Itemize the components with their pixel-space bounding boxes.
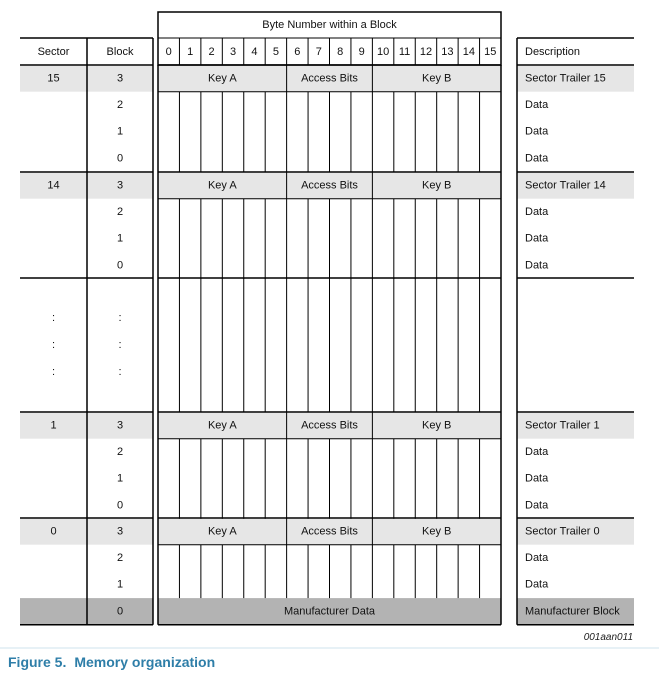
byte-number-label: 13	[441, 45, 454, 58]
byte-number-label: 1	[187, 45, 194, 58]
key-a-label: Key A	[207, 72, 237, 85]
block-number: 1	[116, 125, 124, 138]
sector-number: 14	[47, 179, 60, 192]
description-column-header: Description	[525, 45, 581, 58]
byte-number-label: 12	[419, 45, 433, 58]
block-description: Manufacturer Block	[525, 605, 620, 618]
byte-number-label: 8	[337, 45, 344, 58]
byte-number-label: 10	[376, 45, 390, 58]
access-bits-label: Access Bits	[301, 179, 358, 192]
block-description: Data	[525, 472, 549, 485]
key-b-label: Key B	[422, 179, 452, 192]
block-description: Data	[525, 125, 549, 138]
figure-number: Figure 5.	[8, 654, 67, 670]
block-number: 3	[116, 72, 124, 85]
block-number: 0	[116, 259, 124, 272]
block-description: Data	[525, 152, 549, 165]
block-description: Sector Trailer 14	[525, 179, 606, 192]
block-ellipsis: :	[118, 338, 122, 351]
block-description: Sector Trailer 1	[525, 419, 600, 432]
block-number: 2	[116, 205, 124, 218]
block-column-header: Block	[106, 45, 134, 58]
block-description: Data	[525, 232, 549, 245]
byte-number-label: 3	[229, 45, 237, 58]
byte-number-label: 0	[165, 45, 172, 58]
block-description: Data	[525, 98, 549, 111]
sector-ellipsis: :	[51, 338, 56, 351]
block-description: Data	[525, 551, 549, 564]
block-description: Data	[525, 205, 549, 218]
block-number: 3	[116, 419, 124, 432]
block-number: 1	[116, 472, 124, 485]
block-description: Sector Trailer 15	[525, 72, 606, 85]
block-ellipsis: :	[118, 311, 122, 324]
byte-number-label: 6	[294, 45, 301, 58]
byte-number-label: 11	[398, 45, 411, 58]
sector-number: 0	[50, 525, 57, 538]
block-number: 3	[116, 525, 124, 538]
block-number: 0	[116, 605, 124, 618]
block-number: 0	[116, 499, 124, 512]
sector-number: 15	[47, 72, 60, 85]
block-description: Data	[525, 499, 549, 512]
byte-number-label: 2	[208, 45, 215, 58]
key-a-label: Key A	[207, 179, 237, 192]
block-number: 0	[116, 152, 124, 165]
byte-number-title: Byte Number within a Block	[262, 18, 397, 31]
key-b-label: Key B	[422, 525, 452, 538]
access-bits-label: Access Bits	[301, 72, 358, 85]
sector-number: 1	[50, 419, 57, 432]
byte-number-label: 5	[272, 45, 279, 58]
access-bits-label: Access Bits	[301, 525, 358, 538]
sector-column-header: Sector	[37, 45, 70, 58]
block-number: 1	[116, 578, 124, 591]
manufacturer-data-label: Manufacturer Data	[283, 605, 376, 618]
byte-number-label: 7	[315, 45, 322, 58]
block-number: 1	[116, 232, 124, 245]
block-description: Data	[525, 578, 549, 591]
block-number: 2	[116, 98, 124, 111]
figure-title: Memory organization	[74, 654, 216, 670]
block-number: 3	[116, 179, 124, 192]
figure-caption	[8, 654, 223, 670]
byte-number-label: 9	[358, 45, 365, 58]
sector-ellipsis: :	[51, 365, 56, 378]
block-ellipsis: :	[118, 365, 122, 378]
byte-number-label: 14	[462, 45, 475, 58]
key-a-label: Key A	[207, 525, 237, 538]
figure-reference: 001aan011	[583, 632, 633, 643]
block-description: Sector Trailer 0	[525, 525, 600, 538]
access-bits-label: Access Bits	[301, 419, 358, 432]
sector-ellipsis: :	[51, 311, 56, 324]
byte-number-label: 15	[484, 45, 497, 58]
block-description: Data	[525, 445, 549, 458]
block-description: Data	[525, 259, 549, 272]
key-b-label: Key B	[422, 419, 452, 432]
block-number: 2	[116, 445, 124, 458]
block-number: 2	[116, 551, 124, 564]
key-b-label: Key B	[422, 72, 452, 85]
key-a-label: Key A	[207, 419, 237, 432]
byte-number-label: 4	[251, 45, 258, 58]
